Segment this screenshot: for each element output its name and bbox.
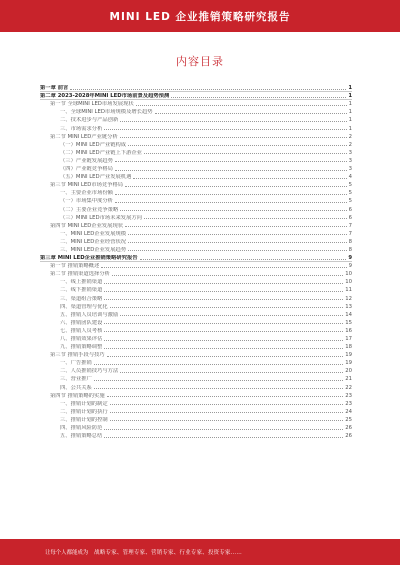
toc-entry-label: 六、推销团队建设 [60,319,103,326]
toc-entry-page: 19 [345,360,352,367]
toc-entry-label: 第一章 前言 [40,85,69,92]
toc-entry-label: 七、推销人员考核 [60,327,103,334]
toc-entry-page: 26 [345,433,352,440]
toc-entry-page: 9 [348,263,352,270]
toc-entry-label: （二）主要企业竞争策略 [60,206,119,213]
toc-leader-dots [104,348,343,349]
toc-entry-label: （一）市场集中度分析 [60,198,113,205]
toc-leader-dots [70,89,346,90]
toc-leader-dots [128,250,347,251]
toc-entry-label: 第二节 MINI LED产业链分析 [50,133,118,140]
toc-entry-label: 一、主要企业市场份额 [60,190,113,197]
toc-entry-page: 17 [345,336,352,342]
toc-entry[interactable] [40,350,352,358]
toc-entry-page: 7 [348,222,352,229]
toc-entry-page: 20 [345,368,352,375]
toc-entry[interactable] [40,172,352,180]
toc-leader-dots [144,218,347,219]
toc-entry-label: 三、营业推广 [60,376,92,383]
toc-entry-page: 10 [345,271,352,278]
toc-entry-page: 3 [348,166,352,173]
toc-entry[interactable] [40,277,352,285]
toc-entry[interactable] [40,91,352,99]
toc-leader-dots [128,145,347,146]
toc-leader-dots [107,356,344,357]
toc-entry-page: 23 [345,392,352,399]
toc-entry-label: 第二节 推销渠道选择分析 [50,271,110,278]
toc-entry-label: （三）产业链发展趋势 [60,157,113,164]
footer-brand-text: 让每个人都能成为 [45,550,89,556]
toc-entry[interactable] [40,326,352,334]
toc-entry-label: 八、推销效果评估 [60,336,103,342]
toc-entry[interactable] [40,107,352,115]
toc-entry[interactable] [40,83,352,91]
toc-entry-label: 一、推销计划的制定 [60,400,108,407]
toc-entry[interactable] [40,115,352,123]
toc-leader-dots [110,412,344,413]
toc-entry-label: 三、市场需求分析 [60,125,103,132]
toc-entry[interactable] [40,221,352,229]
toc-entry[interactable] [40,188,352,196]
toc-entry-label: （四）产业链竞争格局 [60,166,113,173]
toc-leader-dots [104,129,346,130]
toc-leader-dots [112,275,343,276]
toc-leader-dots [94,388,343,389]
toc-entry[interactable] [40,99,352,107]
toc-entry[interactable] [40,213,352,221]
toc-entry-page: 1 [348,101,352,108]
toc-leader-dots [94,380,343,381]
toc-entry-page: 1 [348,125,352,132]
toc-leader-dots [120,121,346,122]
toc-entry-page: 10 [345,279,352,286]
toc-leader-dots [115,194,347,195]
toc-leader-dots [140,259,347,260]
toc-entry[interactable] [40,302,352,310]
toc-entry[interactable] [40,318,352,326]
toc-chapter-rule [40,91,352,92]
toc-entry-label: 四、公共关系 [60,384,92,391]
toc-entry-page: 1 [348,109,352,116]
toc-entry-page: 2 [348,141,352,148]
toc-leader-dots [101,267,346,268]
toc-entry-label: 二、线下推销渠道 [60,287,103,294]
toc-entry-page: 6 [348,214,352,221]
toc-leader-dots [104,291,343,292]
toc-entry-label: 五、推销人员培训与激励 [60,311,119,318]
toc-entry-label: 二、推销计划的执行 [60,408,108,415]
toc-entry-page: 1 [348,85,352,92]
toc-leader-dots [110,420,344,421]
toc-entry[interactable] [40,180,352,188]
toc-entry-label: 三、渠道组合策略 [60,295,103,302]
toc-entry-page: 15 [345,319,352,326]
toc-entry-page: 9 [348,255,352,262]
toc-entry[interactable] [40,310,352,318]
toc-entry-page: 5 [348,198,352,205]
toc-entry-label: （三）MINI LED市场未来发展方向 [60,214,142,221]
toc-entry[interactable] [40,342,352,350]
toc-entry-page: 2 [348,133,352,140]
toc-entry[interactable] [40,237,352,245]
toc-leader-dots [115,161,347,162]
toc-entry[interactable] [40,431,352,439]
toc-entry[interactable] [40,196,352,204]
toc-entry-page: 11 [345,287,352,294]
report-header-banner [0,0,400,32]
toc-entry-label: 九、推销策略调整 [60,344,103,351]
toc-entry[interactable] [40,374,352,382]
toc-chapter-rule [40,99,352,100]
toc-leader-dots [104,437,343,438]
toc-leader-dots [94,364,343,365]
toc-entry-label: （二）MINI LED产业链上下游企业 [60,149,142,156]
toc-entry-label: （五）MINI LED产业发展机遇 [60,174,132,181]
toc-entry-label: 三、MINI LED企业发展趋势 [60,246,127,253]
toc-leader-dots [115,170,347,171]
toc-entry[interactable] [40,245,352,253]
toc-entry-page: 14 [345,311,352,318]
toc-entry-page: 13 [345,303,352,310]
toc-entry[interactable] [40,399,352,407]
toc-entry[interactable] [40,229,352,237]
toc-entry[interactable] [40,423,352,431]
toc-entry-page: 25 [345,416,352,423]
toc-entry[interactable] [40,123,352,131]
toc-leader-dots [120,210,346,211]
toc-entry-page: 21 [345,376,352,383]
toc-entry[interactable] [40,148,352,156]
toc-entry-label: 第二章 2023-2028年MINI LED市场前景及趋势预测 [40,93,170,100]
report-footer-banner [0,539,400,565]
toc-entry-label: 第三章 MINI LED企业推销策略研究报告 [40,255,138,262]
toc-entry-page: 16 [345,327,352,334]
toc-entry-page: 3 [348,157,352,164]
toc-leader-dots [125,186,347,187]
toc-entry[interactable] [40,164,352,172]
toc-entry[interactable] [40,253,352,261]
toc-entry[interactable] [40,366,352,374]
toc-entry-label: 一、全球MINI LED市场规模及增长趋势 [60,109,153,116]
toc-entry-page: 5 [348,182,352,189]
toc-leader-dots [107,396,344,397]
toc-entry[interactable] [40,358,352,366]
toc-entry[interactable] [40,156,352,164]
toc-entry-label: 第一节 全球MINI LED市场发展现状 [50,101,134,108]
toc-entry-label: 第四节 MINI LED企业发展现状 [50,222,124,229]
toc-entry-page: 8 [348,238,352,245]
toc-entry-page: 23 [345,400,352,407]
toc-entry-label: 一、MINI LED企业发展规模 [60,230,127,237]
toc-heading: 内容目录 [176,55,224,68]
toc-entry[interactable] [40,382,352,390]
toc-entry-page: 1 [348,117,352,124]
toc-entry-label: 三、推销计划的控制 [60,416,108,423]
toc-entry-label: 第三节 推销手段与技巧 [50,352,105,359]
toc-leader-dots [136,105,347,106]
toc-entry-page: 6 [348,206,352,213]
toc-leader-dots [128,234,347,235]
toc-leader-dots [110,404,344,405]
toc-leader-dots [133,178,346,179]
report-title: MINI LED 企业推销策略研究报告 [109,10,291,23]
toc-leader-dots [104,429,343,430]
toc-entry[interactable] [40,269,352,277]
toc-leader-dots [125,226,347,227]
toc-entry-page: 4 [348,174,352,181]
toc-entry-page: 7 [348,230,352,237]
toc-entry[interactable] [40,293,352,301]
toc-entry-label: 二、技术进步与产品创新 [60,117,119,124]
toc-entry-label: （一）MINI LED产业链构成 [60,141,127,148]
toc-entry-page: 26 [345,425,352,432]
toc-leader-dots [120,137,347,138]
toc-entry[interactable] [40,285,352,293]
toc-entry-page: 18 [345,344,352,351]
toc-leader-dots [104,323,343,324]
toc-entry-page: 24 [345,408,352,415]
toc-entry-page: 3 [348,149,352,156]
toc-entry-label: 五、推销策略总结 [60,433,103,440]
toc-entry[interactable] [40,415,352,423]
toc-leader-dots [104,299,343,300]
toc-leader-dots [120,372,343,373]
toc-leader-dots [104,283,343,284]
toc-leader-dots [104,340,343,341]
toc-entry-label: 二、人员推销技巧与方法 [60,368,119,375]
toc-entry-page: 12 [345,295,352,302]
toc-entry-label: 一、广告推销 [60,360,92,367]
toc-leader-dots [120,315,343,316]
footer-tagline: 战略专家、管理专家、营销专家、行业专家、投资专家…… [94,550,243,556]
toc-leader-dots [115,202,347,203]
toc-leader-dots [171,97,346,98]
toc-entry-page: 5 [348,190,352,197]
toc-entry-page: 1 [348,93,352,100]
toc-entry-label: 一、线上推销渠道 [60,279,103,286]
toc-entry[interactable] [40,407,352,415]
toc-leader-dots [144,153,347,154]
toc-entry-page: 8 [348,246,352,253]
toc-entry[interactable] [40,140,352,148]
toc-entry[interactable] [40,391,352,399]
toc-entry-label: 四、推销风险防范 [60,425,103,432]
toc-entry-label: 二、MINI LED企业经营状况 [60,238,127,245]
toc-entry[interactable] [40,204,352,212]
toc-leader-dots [155,113,347,114]
toc-entry-label: 第四节 推销策略的实施 [50,392,105,399]
toc-entry[interactable] [40,132,352,140]
toc-leader-dots [110,307,344,308]
toc-entry-page: 22 [345,384,352,391]
toc-chapter-rule [40,261,352,262]
toc-entry-label: 第三节 MINI LED市场竞争格局 [50,182,124,189]
toc-entry-label: 四、渠道管理与优化 [60,303,108,310]
toc-entry[interactable] [40,334,352,342]
toc-entry-label: 第一节 推销策略概述 [50,263,100,270]
toc-entry[interactable] [40,261,352,269]
toc-leader-dots [104,331,343,332]
toc-leader-dots [128,242,347,243]
toc-entry-page: 19 [345,352,352,359]
